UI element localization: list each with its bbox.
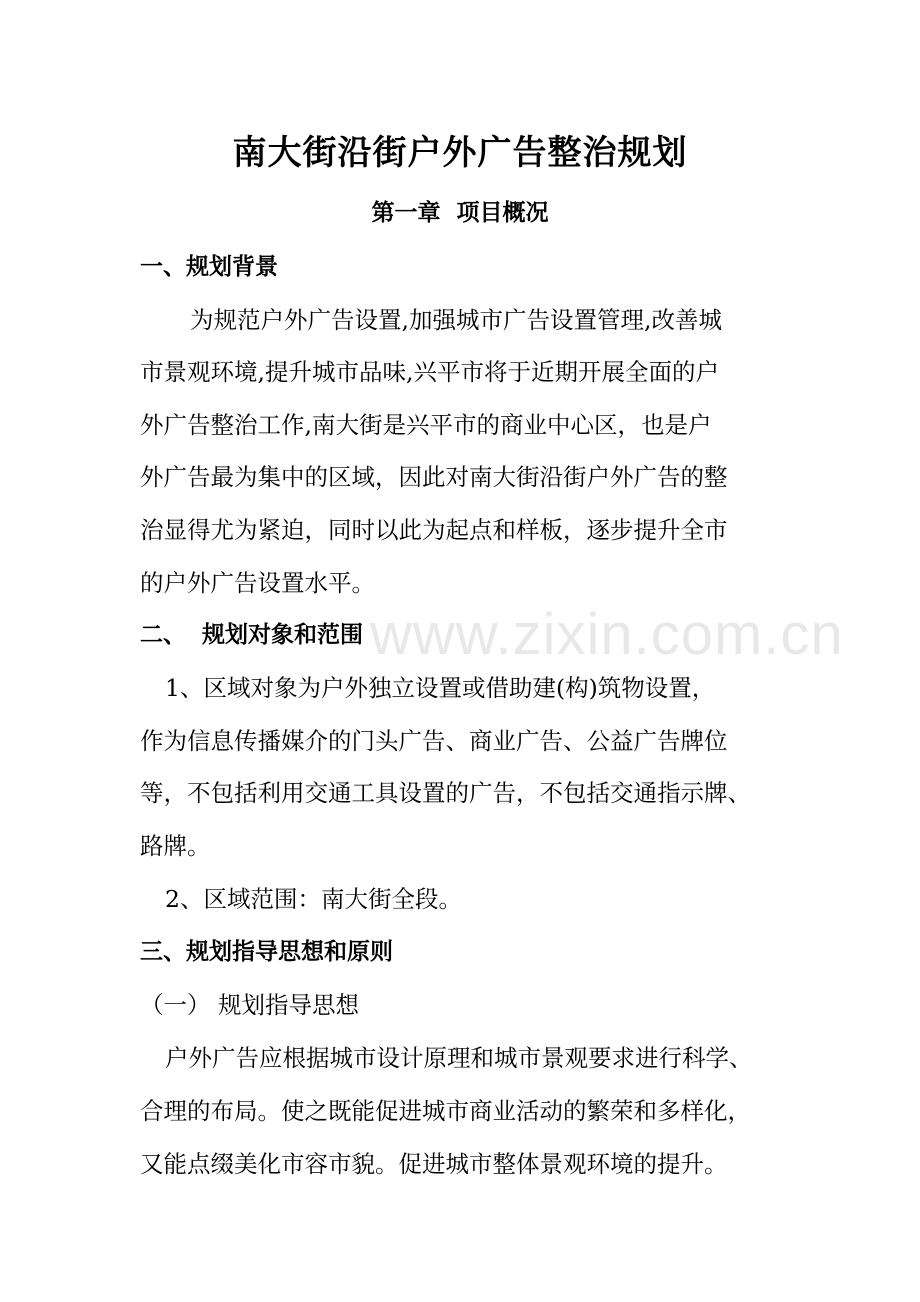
paragraph-line: 2、区域范围：南大街全段。	[165, 885, 462, 913]
paragraph-line: 外广告最为集中的区域，因此对南大街沿街户外广告的整	[140, 463, 728, 491]
paragraph-line: 作为信息传播媒介的门头广告、商业广告、公益广告牌位	[140, 727, 728, 755]
document-title: 南大街沿街户外广告整治规划	[232, 133, 688, 173]
paragraph-line: 为规范户外广告设置,加强城市广告设置管理,改善城	[190, 306, 722, 334]
section-heading-3: 三、规划指导思想和原则	[140, 939, 393, 965]
paragraph-line: 外广告整治工作,南大街是兴平市的商业中心区，也是户	[140, 411, 712, 439]
subsection-heading: （一） 规划指导思想	[140, 991, 359, 1019]
section-heading-2: 二、 规划对象和范围	[140, 622, 364, 648]
paragraph-line: 治显得尤为紧迫，同时以此为起点和样板，逐步提升全市	[140, 516, 728, 544]
section-heading-1: 一、规划背景	[140, 254, 278, 280]
paragraph-line: 市景观环境,提升城市品味,兴平市将于近期开展全面的户	[140, 358, 719, 386]
paragraph-line: 等，不包括利用交通工具设置的广告，不包括交通指示牌、	[140, 779, 751, 807]
paragraph-line: 合理的布局。使之既能促进城市商业活动的繁荣和多样化，	[140, 1097, 751, 1125]
watermark: www.zixin.com.cn	[370, 602, 844, 667]
paragraph-line: 路牌。	[140, 832, 211, 860]
paragraph-line: 的户外广告设置水平。	[140, 569, 375, 597]
paragraph-line: 又能点缀美化市容市貌。促进城市整体景观环境的提升。	[140, 1150, 728, 1178]
paragraph-line: 户外广告应根据城市设计原理和城市景观要求进行科学、	[165, 1044, 753, 1072]
paragraph-line: 1、区域对象为户外独立设置或借助建(构)筑物设置，	[165, 674, 716, 702]
chapter-heading: 第一章 项目概况	[371, 200, 549, 226]
